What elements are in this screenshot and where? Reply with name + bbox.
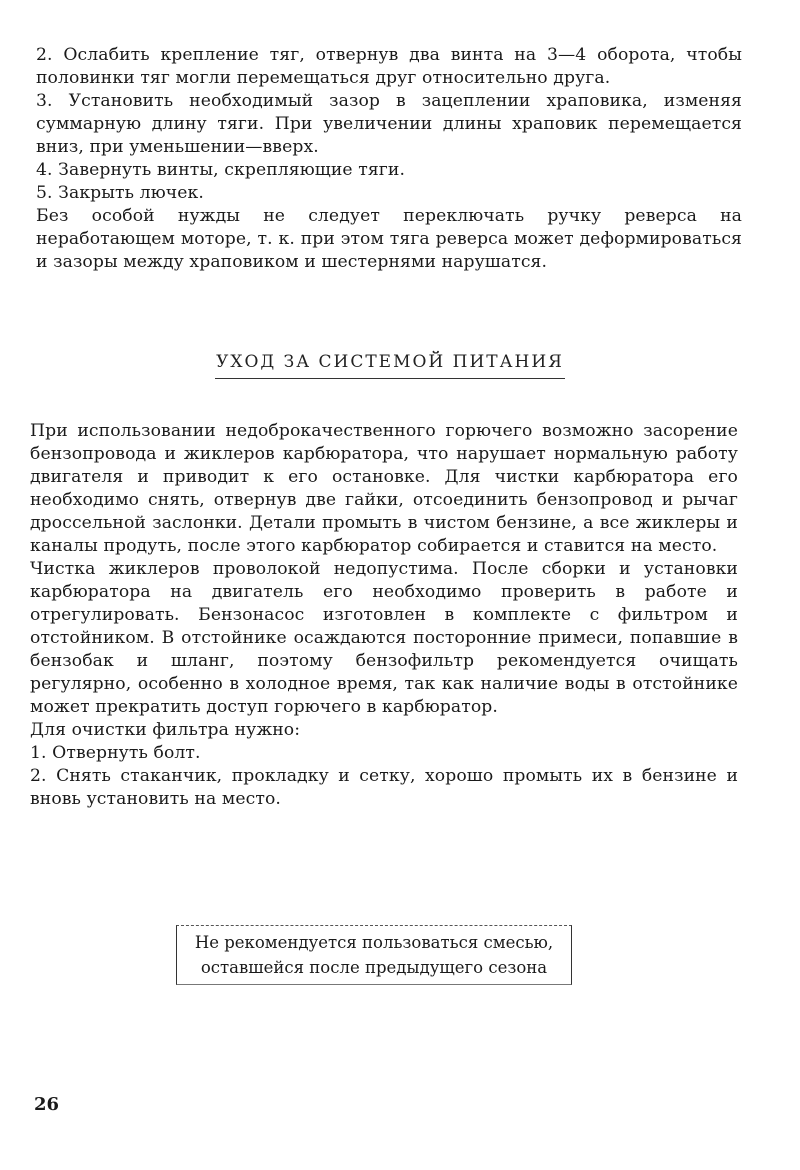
main-section: [30, 420, 738, 811]
step-2-text: 2. Ослабить крепление тяг, отвернув два винта на 3—4 оборота, чтобы половинки тяг могли перемещаться друг относительно друга.: [36, 45, 742, 88]
step-4-text: 4. Завернуть винты, скрепляющие тяги.: [36, 160, 406, 180]
page-number: 26: [34, 1094, 60, 1115]
note-box: [176, 925, 572, 985]
filter-intro: Для очистки фильтра нужно:: [30, 720, 301, 740]
note-line-2: оставшейся после предыдущего сезона: [200, 958, 548, 977]
section-heading: [215, 350, 565, 379]
title-underline: [215, 378, 565, 379]
filter-step-2: 2. Снять стаканчик, прокладку и сетку, хорошо промыть их в бензине и вновь установить на место.: [30, 766, 738, 809]
section-title: УХОД ЗА СИСТЕМОЙ ПИТАНИЯ: [216, 352, 564, 372]
fuel-paragraph-1: При использовании недоброкачественного горючего возможно засорение бензопровода и жиклеров карбюратора, что нарушает нормальную работу двигателя и приводит к его остановке. Для чистки карбюратора его необходимо снять, отвернув две гайки, отсоединить бензопровод и рычаг дроссельной заслонки. Детали промыть в чистом бензине, а все жиклеры и каналы продуть, после этого карбюратор собирается и ставится на место.: [30, 421, 738, 556]
filter-step-1: 1. Отвернуть болт.: [30, 743, 201, 763]
step-5-text: 5. Закрыть лючек.: [36, 183, 204, 203]
fuel-paragraph-2: Чистка жиклеров проволокой недопустима. После сборки и установки карбюратора на двигатель его необходимо проверить в работе и отрегулировать. Бензонасос изготовлен в комплекте с фильтром и отстойником. В отстойнике осаждаются посторонние примеси, попавшие в бензобак и шланг, поэтому бензофильтр рекомендуется очищать регулярно, особенно в холодное время, так как наличие воды в отстойнике может прекратить доступ горючего в карбюратор.: [30, 559, 738, 717]
reverse-warning-text: Без особой нужды не следует переключать ручку реверса на неработающем моторе, т. к. при этом тяга реверса может деформироваться и зазоры между храповиком и шестернями нарушатся.: [36, 206, 742, 272]
top-section: [36, 44, 742, 274]
step-3-text: 3. Установить необходимый зазор в зацеплении храповика, изменяя суммарную длину тяги. При увеличении длины храповик перемещается вниз, при уменьшении—вверх.: [36, 91, 742, 157]
note-line-1: Не рекомендуется пользоваться смесью,: [194, 933, 554, 952]
